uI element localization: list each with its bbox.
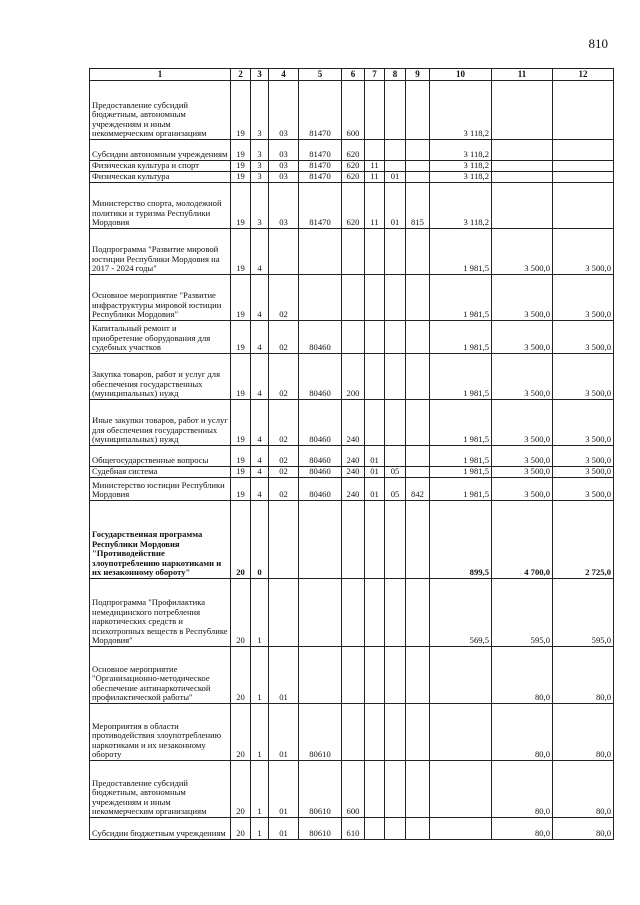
cell-col-7: 01 — [365, 467, 385, 478]
cell-col-6: 620 — [342, 183, 365, 229]
cell-col-11: 80,0 — [492, 704, 553, 761]
cell-col-3: 3 — [251, 81, 269, 140]
cell-col-4: 02 — [269, 446, 299, 467]
cell-col-8: 05 — [385, 478, 406, 501]
column-header: 1 — [90, 69, 231, 81]
cell-col-6 — [342, 704, 365, 761]
cell-col-5 — [299, 579, 342, 647]
cell-col-2: 20 — [231, 818, 251, 840]
cell-col-4: 02 — [269, 321, 299, 354]
cell-col-2: 19 — [231, 275, 251, 321]
cell-col-11: 80,0 — [492, 647, 553, 704]
page-number: 810 — [588, 36, 608, 51]
cell-col-3: 3 — [251, 183, 269, 229]
cell-col-2: 19 — [231, 140, 251, 161]
cell-col-8 — [385, 579, 406, 647]
cell-col-2: 19 — [231, 172, 251, 183]
table-header-row — [90, 69, 614, 81]
cell-col-7 — [365, 761, 385, 818]
cell-col-2: 20 — [231, 704, 251, 761]
cell-col-6 — [342, 579, 365, 647]
cell-col-11 — [492, 81, 553, 140]
cell-col-9 — [406, 446, 430, 467]
cell-col-6: 620 — [342, 140, 365, 161]
cell-col-12: 3 500,0 — [553, 467, 614, 478]
cell-col-6: 240 — [342, 467, 365, 478]
cell-col-11: 595,0 — [492, 579, 553, 647]
column-header: 12 — [553, 69, 614, 81]
cell-col-2: 19 — [231, 467, 251, 478]
table-row — [90, 161, 614, 172]
cell-col-10: 1 981,5 — [430, 400, 492, 446]
cell-col-5 — [299, 501, 342, 579]
cell-col-5 — [299, 647, 342, 704]
cell-row-name: Капитальный ремонт и приобретение оборудования для судебных участков — [90, 321, 231, 354]
cell-col-5: 81470 — [299, 172, 342, 183]
cell-col-7 — [365, 140, 385, 161]
cell-row-name: Мероприятия в области противодействия злоупотреблению наркотиками и их незаконному обороту — [90, 704, 231, 761]
cell-col-10: 3 118,2 — [430, 172, 492, 183]
cell-row-name: Общегосударственные вопросы — [90, 446, 231, 467]
column-header: 11 — [492, 69, 553, 81]
cell-col-8 — [385, 229, 406, 275]
cell-col-10: 3 118,2 — [430, 81, 492, 140]
cell-col-8 — [385, 140, 406, 161]
table-row — [90, 400, 614, 446]
cell-col-6: 200 — [342, 354, 365, 400]
table-row — [90, 818, 614, 840]
cell-col-11: 3 500,0 — [492, 354, 553, 400]
cell-row-name: Субсидии бюджетным учреждениям — [90, 818, 231, 840]
cell-row-name: Субсидии автономным учреждениям — [90, 140, 231, 161]
cell-row-name: Основное мероприятие "Организационно-методическое обеспечение антинаркотической профилактической работы" — [90, 647, 231, 704]
cell-col-12: 80,0 — [553, 647, 614, 704]
cell-col-10 — [430, 647, 492, 704]
cell-col-3: 4 — [251, 446, 269, 467]
cell-col-4: 01 — [269, 647, 299, 704]
cell-col-3: 4 — [251, 321, 269, 354]
cell-col-7: 11 — [365, 161, 385, 172]
cell-col-11 — [492, 161, 553, 172]
cell-col-11: 3 500,0 — [492, 400, 553, 446]
cell-col-8 — [385, 647, 406, 704]
cell-col-12 — [553, 172, 614, 183]
cell-col-8: 01 — [385, 183, 406, 229]
cell-col-5: 80610 — [299, 704, 342, 761]
cell-col-12: 80,0 — [553, 761, 614, 818]
cell-col-10: 3 118,2 — [430, 161, 492, 172]
cell-col-11 — [492, 183, 553, 229]
cell-col-8 — [385, 400, 406, 446]
table-row — [90, 579, 614, 647]
cell-col-4: 02 — [269, 354, 299, 400]
cell-col-3: 1 — [251, 761, 269, 818]
cell-col-8 — [385, 354, 406, 400]
column-header: 5 — [299, 69, 342, 81]
cell-col-10: 1 981,5 — [430, 229, 492, 275]
cell-col-3: 4 — [251, 275, 269, 321]
cell-col-4: 03 — [269, 172, 299, 183]
cell-col-2: 19 — [231, 354, 251, 400]
cell-row-name: Предоставление субсидий бюджетным, автономным учреждениям и иным некоммерческим организациям — [90, 81, 231, 140]
cell-col-10: 1 981,5 — [430, 354, 492, 400]
table-row — [90, 354, 614, 400]
cell-col-5 — [299, 229, 342, 275]
cell-col-5: 80610 — [299, 761, 342, 818]
cell-col-4: 03 — [269, 183, 299, 229]
cell-col-7 — [365, 275, 385, 321]
cell-col-3: 4 — [251, 229, 269, 275]
cell-col-7 — [365, 321, 385, 354]
cell-col-10: 1 981,5 — [430, 275, 492, 321]
cell-col-3: 1 — [251, 704, 269, 761]
cell-col-7 — [365, 818, 385, 840]
cell-col-2: 19 — [231, 183, 251, 229]
cell-row-name: Подпрограмма "Профилактика немедицинского потребления наркотических средств и психотропных веществ в Республике Мордовия" — [90, 579, 231, 647]
cell-col-2: 19 — [231, 229, 251, 275]
cell-col-11: 3 500,0 — [492, 321, 553, 354]
table-row — [90, 140, 614, 161]
cell-col-10 — [430, 818, 492, 840]
cell-col-12 — [553, 183, 614, 229]
cell-col-9 — [406, 321, 430, 354]
cell-col-7 — [365, 704, 385, 761]
cell-col-7: 11 — [365, 183, 385, 229]
cell-col-9: 842 — [406, 478, 430, 501]
cell-col-3: 3 — [251, 161, 269, 172]
cell-col-3: 1 — [251, 647, 269, 704]
cell-col-11 — [492, 140, 553, 161]
table-row — [90, 478, 614, 501]
column-header: 3 — [251, 69, 269, 81]
cell-col-10: 3 118,2 — [430, 140, 492, 161]
table-row — [90, 501, 614, 579]
cell-col-4: 02 — [269, 467, 299, 478]
cell-col-7 — [365, 229, 385, 275]
cell-col-6: 600 — [342, 761, 365, 818]
cell-col-5: 80610 — [299, 818, 342, 840]
cell-col-12: 3 500,0 — [553, 354, 614, 400]
cell-row-name: Физическая культура — [90, 172, 231, 183]
cell-col-9 — [406, 761, 430, 818]
cell-col-3: 3 — [251, 172, 269, 183]
cell-col-4 — [269, 229, 299, 275]
cell-col-12 — [553, 140, 614, 161]
cell-col-6: 240 — [342, 446, 365, 467]
cell-col-2: 19 — [231, 478, 251, 501]
table-row — [90, 229, 614, 275]
cell-col-12 — [553, 161, 614, 172]
cell-col-7 — [365, 354, 385, 400]
cell-col-11: 3 500,0 — [492, 478, 553, 501]
cell-col-7 — [365, 81, 385, 140]
cell-col-3: 4 — [251, 400, 269, 446]
cell-col-3: 3 — [251, 140, 269, 161]
cell-row-name: Подпрограмма "Развитие мировой юстиции Республики Мордовия на 2017 - 2024 годы" — [90, 229, 231, 275]
column-header: 7 — [365, 69, 385, 81]
cell-col-2: 19 — [231, 400, 251, 446]
cell-col-8 — [385, 818, 406, 840]
cell-col-9 — [406, 400, 430, 446]
cell-col-11 — [492, 172, 553, 183]
cell-col-8 — [385, 275, 406, 321]
cell-col-10: 1 981,5 — [430, 478, 492, 501]
cell-row-name: Государственная программа Республики Мордовия "Противодействие злоупотреблению наркотиками и их незаконному обороту" — [90, 501, 231, 579]
cell-col-4 — [269, 501, 299, 579]
cell-col-3: 1 — [251, 818, 269, 840]
cell-col-3: 0 — [251, 501, 269, 579]
cell-col-12: 80,0 — [553, 704, 614, 761]
cell-col-2: 19 — [231, 81, 251, 140]
table-row — [90, 275, 614, 321]
cell-col-5: 80460 — [299, 354, 342, 400]
cell-col-4: 01 — [269, 761, 299, 818]
cell-col-4 — [269, 579, 299, 647]
cell-col-9 — [406, 467, 430, 478]
cell-col-12: 595,0 — [553, 579, 614, 647]
cell-col-8 — [385, 446, 406, 467]
cell-col-5: 81470 — [299, 183, 342, 229]
cell-col-5: 80460 — [299, 478, 342, 501]
cell-col-6: 620 — [342, 161, 365, 172]
cell-col-7: 01 — [365, 446, 385, 467]
cell-col-2: 20 — [231, 761, 251, 818]
cell-col-6: 240 — [342, 400, 365, 446]
cell-col-8 — [385, 81, 406, 140]
cell-col-9 — [406, 579, 430, 647]
cell-col-2: 20 — [231, 579, 251, 647]
cell-col-12: 2 725,0 — [553, 501, 614, 579]
cell-col-8 — [385, 321, 406, 354]
cell-col-12: 80,0 — [553, 818, 614, 840]
cell-col-10 — [430, 704, 492, 761]
cell-col-5: 81470 — [299, 140, 342, 161]
cell-col-5: 80460 — [299, 446, 342, 467]
cell-col-4: 02 — [269, 478, 299, 501]
table-row — [90, 704, 614, 761]
table-row — [90, 81, 614, 140]
cell-col-12: 3 500,0 — [553, 478, 614, 501]
cell-col-5: 80460 — [299, 400, 342, 446]
cell-col-11: 4 700,0 — [492, 501, 553, 579]
cell-col-9 — [406, 275, 430, 321]
cell-col-11: 3 500,0 — [492, 467, 553, 478]
cell-col-12: 3 500,0 — [553, 321, 614, 354]
cell-col-10: 569,5 — [430, 579, 492, 647]
cell-row-name: Министерство юстиции Республики Мордовия — [90, 478, 231, 501]
cell-col-9: 815 — [406, 183, 430, 229]
cell-col-12 — [553, 81, 614, 140]
cell-col-10: 1 981,5 — [430, 467, 492, 478]
cell-col-12: 3 500,0 — [553, 400, 614, 446]
cell-col-2: 20 — [231, 647, 251, 704]
cell-col-9 — [406, 354, 430, 400]
cell-col-7 — [365, 501, 385, 579]
cell-col-4: 02 — [269, 400, 299, 446]
cell-col-12: 3 500,0 — [553, 446, 614, 467]
cell-col-3: 1 — [251, 579, 269, 647]
cell-col-5: 80460 — [299, 467, 342, 478]
cell-col-8: 01 — [385, 172, 406, 183]
cell-col-4: 03 — [269, 81, 299, 140]
cell-col-7 — [365, 647, 385, 704]
column-header: 10 — [430, 69, 492, 81]
cell-col-8: 05 — [385, 467, 406, 478]
cell-row-name: Основное мероприятие "Развитие инфраструктуры мировой юстиции Республики Мордовия" — [90, 275, 231, 321]
cell-col-10: 1 981,5 — [430, 446, 492, 467]
cell-col-10 — [430, 761, 492, 818]
table-row — [90, 172, 614, 183]
cell-col-11: 3 500,0 — [492, 275, 553, 321]
cell-col-7 — [365, 400, 385, 446]
cell-col-11: 3 500,0 — [492, 446, 553, 467]
cell-col-10: 1 981,5 — [430, 321, 492, 354]
cell-col-11: 3 500,0 — [492, 229, 553, 275]
cell-col-6: 600 — [342, 81, 365, 140]
cell-col-6: 240 — [342, 478, 365, 501]
cell-col-4: 03 — [269, 140, 299, 161]
cell-col-11: 80,0 — [492, 818, 553, 840]
cell-col-2: 20 — [231, 501, 251, 579]
cell-row-name: Судебная система — [90, 467, 231, 478]
cell-col-6: 620 — [342, 172, 365, 183]
cell-col-9 — [406, 140, 430, 161]
cell-col-9 — [406, 229, 430, 275]
cell-col-5: 81470 — [299, 81, 342, 140]
cell-col-7 — [365, 579, 385, 647]
table-row — [90, 183, 614, 229]
cell-col-10: 3 118,2 — [430, 183, 492, 229]
cell-row-name: Иные закупки товаров, работ и услуг для обеспечения государственных (муниципальных) нужд — [90, 400, 231, 446]
cell-col-5 — [299, 275, 342, 321]
column-header: 4 — [269, 69, 299, 81]
cell-col-2: 19 — [231, 446, 251, 467]
cell-col-7: 11 — [365, 172, 385, 183]
cell-row-name: Министерство спорта, молодежной политики и туризма Республики Мордовия — [90, 183, 231, 229]
cell-col-9 — [406, 704, 430, 761]
cell-col-4: 01 — [269, 818, 299, 840]
cell-col-8 — [385, 161, 406, 172]
cell-col-6 — [342, 501, 365, 579]
table-row — [90, 647, 614, 704]
cell-row-name: Предоставление субсидий бюджетным, автономным учреждениям и иным некоммерческим организациям — [90, 761, 231, 818]
table-row — [90, 761, 614, 818]
table-row — [90, 321, 614, 354]
column-header: 9 — [406, 69, 430, 81]
cell-col-2: 19 — [231, 161, 251, 172]
cell-col-8 — [385, 761, 406, 818]
cell-col-7: 01 — [365, 478, 385, 501]
cell-col-3: 4 — [251, 354, 269, 400]
cell-col-9 — [406, 647, 430, 704]
cell-col-6: 610 — [342, 818, 365, 840]
cell-col-6 — [342, 275, 365, 321]
cell-row-name: Физическая культура и спорт — [90, 161, 231, 172]
cell-col-6 — [342, 647, 365, 704]
cell-col-9 — [406, 161, 430, 172]
cell-col-10: 899,5 — [430, 501, 492, 579]
cell-col-4: 03 — [269, 161, 299, 172]
column-header: 8 — [385, 69, 406, 81]
cell-col-9 — [406, 818, 430, 840]
cell-col-3: 4 — [251, 478, 269, 501]
table-row — [90, 446, 614, 467]
cell-col-9 — [406, 172, 430, 183]
cell-col-3: 4 — [251, 467, 269, 478]
cell-col-6 — [342, 229, 365, 275]
cell-col-9 — [406, 81, 430, 140]
cell-row-name: Закупка товаров, работ и услуг для обеспечения государственных (муниципальных) нужд — [90, 354, 231, 400]
cell-col-12: 3 500,0 — [553, 229, 614, 275]
cell-col-5: 80460 — [299, 321, 342, 354]
cell-col-8 — [385, 501, 406, 579]
cell-col-9 — [406, 501, 430, 579]
cell-col-4: 02 — [269, 275, 299, 321]
cell-col-12: 3 500,0 — [553, 275, 614, 321]
cell-col-8 — [385, 704, 406, 761]
cell-col-11: 80,0 — [492, 761, 553, 818]
budget-table — [89, 68, 614, 840]
table-row — [90, 467, 614, 478]
column-header: 6 — [342, 69, 365, 81]
cell-col-6 — [342, 321, 365, 354]
column-header: 2 — [231, 69, 251, 81]
cell-col-4: 01 — [269, 704, 299, 761]
cell-col-2: 19 — [231, 321, 251, 354]
cell-col-5: 81470 — [299, 161, 342, 172]
